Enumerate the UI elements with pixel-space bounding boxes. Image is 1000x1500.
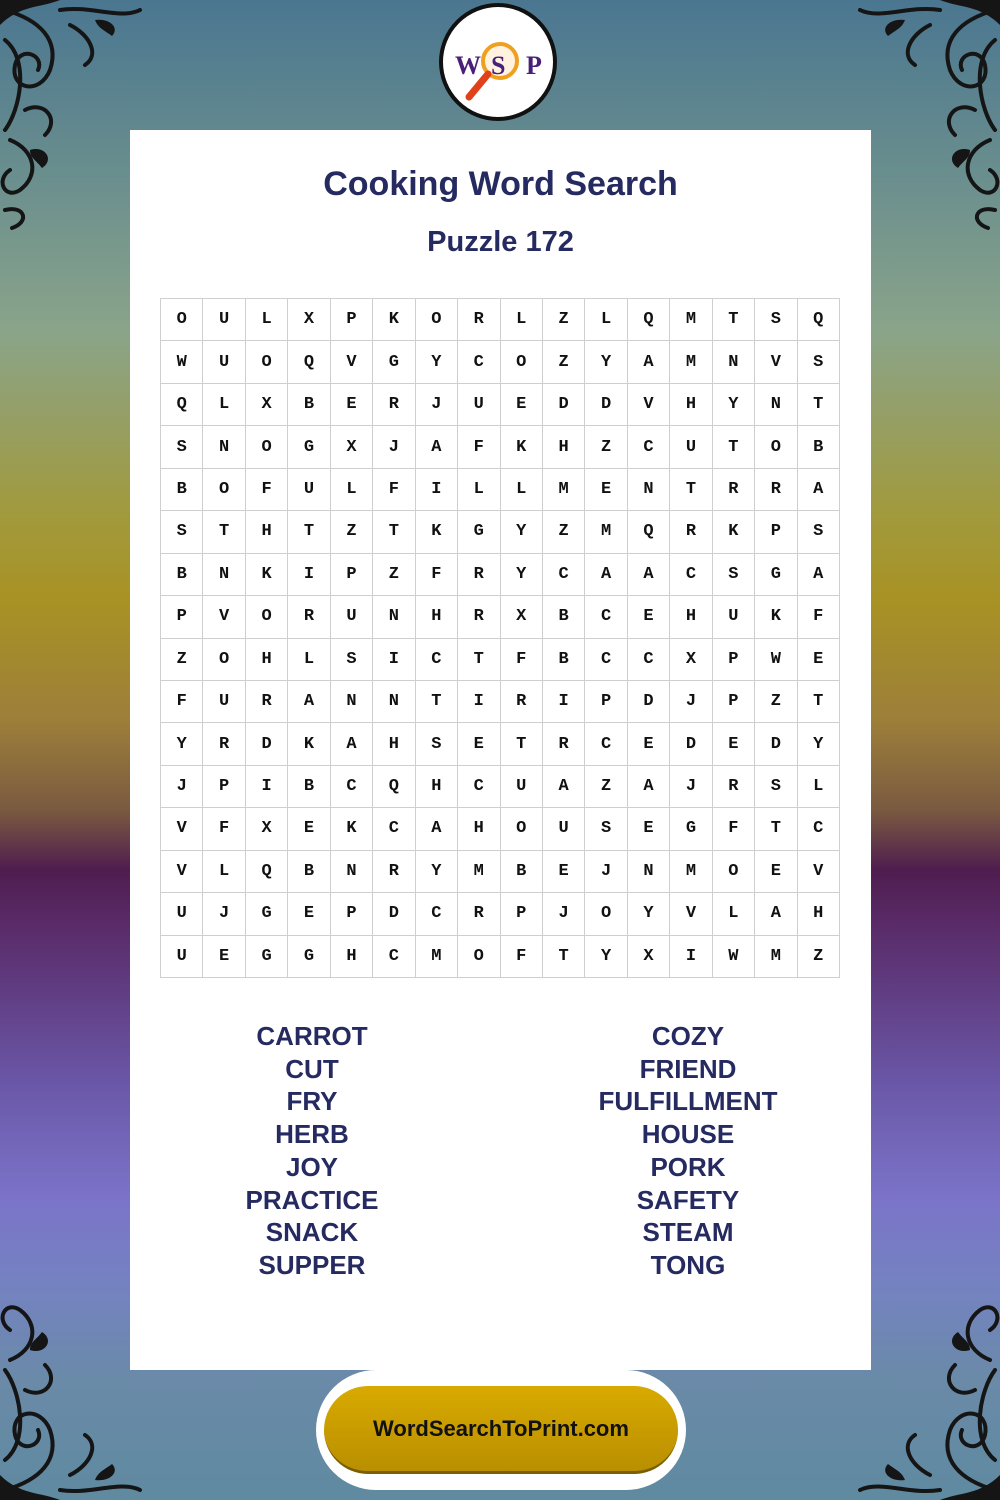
grid-cell[interactable]: U	[501, 766, 543, 808]
grid-cell[interactable]: T	[458, 639, 500, 681]
grid-cell[interactable]: C	[628, 426, 670, 468]
grid-cell[interactable]: P	[161, 596, 203, 638]
grid-cell[interactable]: S	[798, 341, 840, 383]
grid-cell[interactable]: J	[203, 893, 245, 935]
grid-cell[interactable]: F	[416, 554, 458, 596]
grid-cell[interactable]: E	[585, 469, 627, 511]
grid-cell[interactable]: L	[203, 384, 245, 426]
grid-cell[interactable]: G	[246, 893, 288, 935]
grid-cell[interactable]: M	[755, 936, 797, 978]
grid-cell[interactable]: M	[670, 341, 712, 383]
grid-cell[interactable]: C	[331, 766, 373, 808]
grid-cell[interactable]: H	[246, 511, 288, 553]
grid-cell[interactable]: C	[543, 554, 585, 596]
grid-cell[interactable]: H	[331, 936, 373, 978]
grid-cell[interactable]: U	[203, 299, 245, 341]
word-search-grid[interactable]	[160, 298, 840, 978]
grid-cell[interactable]: N	[373, 681, 415, 723]
word-list-item: FRY	[286, 1086, 338, 1117]
word-list-item: COZY	[651, 1021, 725, 1051]
grid-cell[interactable]: C	[585, 596, 627, 638]
grid-cell[interactable]: G	[670, 808, 712, 850]
grid-cell[interactable]: U	[203, 681, 245, 723]
grid-cell[interactable]: R	[713, 766, 755, 808]
grid-cell[interactable]: E	[713, 723, 755, 765]
grid-cell[interactable]: H	[543, 426, 585, 468]
grid-cell[interactable]: N	[713, 341, 755, 383]
grid-cell[interactable]: T	[416, 681, 458, 723]
grid-cell[interactable]: A	[628, 766, 670, 808]
grid-cell[interactable]: H	[670, 596, 712, 638]
grid-cell[interactable]: N	[628, 469, 670, 511]
grid-cell[interactable]: K	[416, 511, 458, 553]
grid-cell[interactable]: M	[416, 936, 458, 978]
grid-cell[interactable]: Y	[713, 384, 755, 426]
grid-cell[interactable]: X	[501, 596, 543, 638]
grid-cell[interactable]: U	[458, 384, 500, 426]
grid-cell[interactable]: Z	[161, 639, 203, 681]
grid-cell[interactable]: L	[331, 469, 373, 511]
grid-cell[interactable]: U	[543, 808, 585, 850]
grid-cell[interactable]: F	[501, 639, 543, 681]
grid-cell[interactable]: I	[288, 554, 330, 596]
grid-cell[interactable]: T	[203, 511, 245, 553]
grid-cell[interactable]: R	[373, 851, 415, 893]
grid-cell[interactable]: Y	[501, 511, 543, 553]
grid-cell[interactable]: V	[331, 341, 373, 383]
grid-cell[interactable]: D	[246, 723, 288, 765]
grid-cell[interactable]: X	[246, 808, 288, 850]
grid-cell[interactable]: R	[246, 681, 288, 723]
grid-cell[interactable]: T	[670, 469, 712, 511]
grid-cell[interactable]: G	[246, 936, 288, 978]
grid-cell[interactable]: C	[670, 554, 712, 596]
grid-cell[interactable]: Y	[798, 723, 840, 765]
site-link-label: WordSearchToPrint.com	[324, 1386, 678, 1474]
grid-cell[interactable]: P	[501, 893, 543, 935]
grid-cell[interactable]: T	[713, 426, 755, 468]
grid-cell[interactable]: V	[798, 851, 840, 893]
grid-cell[interactable]: O	[416, 299, 458, 341]
grid-cell[interactable]: A	[543, 766, 585, 808]
grid-cell[interactable]: A	[628, 341, 670, 383]
grid-cell[interactable]: Q	[628, 299, 670, 341]
grid-cell[interactable]: B	[288, 766, 330, 808]
grid-cell[interactable]: M	[585, 511, 627, 553]
grid-cell[interactable]: A	[798, 554, 840, 596]
grid-cell[interactable]: Q	[798, 299, 840, 341]
grid-cell[interactable]: F	[246, 469, 288, 511]
grid-cell[interactable]: E	[543, 851, 585, 893]
word-list-item: FRIEND	[639, 1053, 737, 1084]
puzzle-number: Puzzle 172	[427, 226, 574, 258]
grid-cell[interactable]: R	[458, 893, 500, 935]
grid-cell[interactable]: T	[288, 511, 330, 553]
grid-cell[interactable]: K	[713, 511, 755, 553]
grid-cell[interactable]: E	[331, 384, 373, 426]
word-list-item: SUPPER	[258, 1249, 366, 1280]
grid-cell[interactable]: E	[458, 723, 500, 765]
wsp-logo[interactable]	[439, 3, 557, 121]
grid-cell[interactable]: F	[501, 936, 543, 978]
grid-cell[interactable]: I	[543, 681, 585, 723]
grid-cell[interactable]: H	[416, 596, 458, 638]
grid-cell[interactable]: P	[755, 511, 797, 553]
word-list-item: CARROT	[256, 1021, 368, 1051]
grid-cell[interactable]: E	[501, 384, 543, 426]
grid-cell[interactable]: M	[670, 851, 712, 893]
word-list-item: CUT	[285, 1053, 339, 1084]
grid-cell[interactable]: U	[203, 341, 245, 383]
grid-cell[interactable]: D	[373, 893, 415, 935]
grid-cell[interactable]: E	[628, 596, 670, 638]
grid-cell[interactable]: P	[331, 893, 373, 935]
grid-cell[interactable]: A	[755, 893, 797, 935]
grid-cell[interactable]: H	[373, 723, 415, 765]
grid-cell[interactable]: N	[373, 596, 415, 638]
grid-cell[interactable]: Q	[288, 341, 330, 383]
grid-cell[interactable]: E	[288, 808, 330, 850]
grid-cell[interactable]: O	[585, 893, 627, 935]
grid-cell[interactable]: C	[458, 766, 500, 808]
grid-cell[interactable]: Z	[798, 936, 840, 978]
grid-cell[interactable]: A	[416, 808, 458, 850]
grid-cell[interactable]: V	[203, 596, 245, 638]
grid-cell[interactable]: P	[203, 766, 245, 808]
grid-cell[interactable]: R	[670, 511, 712, 553]
grid-cell[interactable]: B	[543, 639, 585, 681]
grid-cell[interactable]: B	[501, 851, 543, 893]
grid-cell[interactable]: X	[331, 426, 373, 468]
word-list-item: PRACTICE	[245, 1184, 379, 1215]
word-list-item: SAFETY	[636, 1184, 740, 1215]
grid-cell[interactable]: F	[161, 681, 203, 723]
grid-cell[interactable]: N	[331, 851, 373, 893]
grid-cell[interactable]: P	[713, 639, 755, 681]
logo-letter-w: W	[455, 51, 481, 80]
grid-cell[interactable]: J	[585, 851, 627, 893]
grid-cell[interactable]: F	[203, 808, 245, 850]
grid-cell[interactable]: Z	[543, 341, 585, 383]
grid-cell[interactable]: H	[458, 808, 500, 850]
grid-cell[interactable]: O	[161, 299, 203, 341]
grid-cell[interactable]: M	[670, 299, 712, 341]
grid-cell[interactable]: Q	[246, 851, 288, 893]
grid-cell[interactable]: G	[755, 554, 797, 596]
grid-cell[interactable]: J	[543, 893, 585, 935]
grid-cell[interactable]: E	[288, 893, 330, 935]
grid-cell[interactable]: X	[246, 384, 288, 426]
grid-cell[interactable]: L	[246, 299, 288, 341]
corner-ornament-top-right	[850, 0, 1000, 230]
grid-cell[interactable]: R	[755, 469, 797, 511]
grid-cell[interactable]: Q	[373, 766, 415, 808]
word-list-item: PORK	[650, 1151, 726, 1182]
grid-cell[interactable]: R	[458, 299, 500, 341]
grid-cell[interactable]: A	[585, 554, 627, 596]
grid-cell[interactable]: Z	[373, 554, 415, 596]
grid-cell[interactable]: O	[203, 639, 245, 681]
grid-cell[interactable]: P	[713, 681, 755, 723]
grid-cell[interactable]: A	[628, 554, 670, 596]
grid-cell[interactable]: L	[501, 469, 543, 511]
grid-cell[interactable]: P	[331, 554, 373, 596]
corner-ornament-bottom-left	[0, 1270, 150, 1500]
grid-cell[interactable]: W	[161, 341, 203, 383]
grid-cell[interactable]: S	[798, 511, 840, 553]
grid-cell[interactable]: U	[670, 426, 712, 468]
grid-cell[interactable]: L	[798, 766, 840, 808]
grid-cell[interactable]: T	[373, 511, 415, 553]
word-list-right	[538, 1020, 838, 1282]
grid-cell[interactable]: Y	[585, 936, 627, 978]
grid-cell[interactable]: X	[628, 936, 670, 978]
grid-cell[interactable]: O	[458, 936, 500, 978]
grid-cell[interactable]: B	[543, 596, 585, 638]
grid-cell[interactable]: T	[501, 723, 543, 765]
grid-cell[interactable]: S	[331, 639, 373, 681]
grid-cell[interactable]: C	[416, 893, 458, 935]
grid-cell[interactable]: D	[755, 723, 797, 765]
grid-cell[interactable]: S	[585, 808, 627, 850]
grid-cell[interactable]: V	[755, 341, 797, 383]
grid-cell[interactable]: K	[331, 808, 373, 850]
grid-cell[interactable]: I	[416, 469, 458, 511]
grid-cell[interactable]: Z	[331, 511, 373, 553]
grid-cell[interactable]: H	[798, 893, 840, 935]
grid-cell[interactable]: G	[373, 341, 415, 383]
grid-cell[interactable]: Z	[755, 681, 797, 723]
grid-cell[interactable]: S	[416, 723, 458, 765]
grid-cell[interactable]: O	[246, 426, 288, 468]
grid-cell[interactable]: G	[458, 511, 500, 553]
grid-cell[interactable]: L	[288, 639, 330, 681]
grid-cell[interactable]: A	[288, 681, 330, 723]
grid-cell[interactable]: B	[798, 426, 840, 468]
grid-cell[interactable]: U	[288, 469, 330, 511]
grid-cell[interactable]: A	[798, 469, 840, 511]
word-list-item: HERB	[275, 1119, 349, 1150]
grid-cell[interactable]: C	[416, 639, 458, 681]
grid-cell[interactable]: Y	[628, 893, 670, 935]
grid-cell[interactable]: R	[288, 596, 330, 638]
grid-cell[interactable]: C	[373, 808, 415, 850]
grid-cell[interactable]: Y	[501, 554, 543, 596]
corner-ornament-bottom-right	[850, 1270, 1000, 1500]
grid-cell[interactable]: F	[713, 808, 755, 850]
grid-cell[interactable]: E	[755, 851, 797, 893]
grid-cell[interactable]: M	[458, 851, 500, 893]
grid-cell[interactable]: P	[331, 299, 373, 341]
grid-cell[interactable]: E	[798, 639, 840, 681]
grid-cell[interactable]: V	[161, 851, 203, 893]
grid-cell[interactable]: R	[373, 384, 415, 426]
grid-cell[interactable]: Z	[585, 766, 627, 808]
grid-cell[interactable]: D	[670, 723, 712, 765]
grid-cell[interactable]: V	[628, 384, 670, 426]
grid-cell[interactable]: S	[713, 554, 755, 596]
grid-cell[interactable]: L	[458, 469, 500, 511]
grid-cell[interactable]: N	[203, 426, 245, 468]
grid-cell[interactable]: C	[458, 341, 500, 383]
grid-cell[interactable]: R	[543, 723, 585, 765]
grid-cell[interactable]: B	[161, 554, 203, 596]
grid-cell[interactable]: K	[501, 426, 543, 468]
grid-cell[interactable]: H	[670, 384, 712, 426]
grid-cell[interactable]: O	[246, 341, 288, 383]
logo-letter-p: P	[526, 51, 542, 80]
grid-cell[interactable]: J	[670, 766, 712, 808]
grid-cell[interactable]: U	[331, 596, 373, 638]
grid-cell[interactable]: P	[585, 681, 627, 723]
grid-cell[interactable]: A	[416, 426, 458, 468]
grid-cell[interactable]: D	[585, 384, 627, 426]
grid-cell[interactable]: R	[713, 469, 755, 511]
grid-cell[interactable]: S	[161, 511, 203, 553]
grid-cell[interactable]: T	[543, 936, 585, 978]
grid-cell[interactable]: Z	[585, 426, 627, 468]
grid-cell[interactable]: E	[628, 808, 670, 850]
grid-cell[interactable]: O	[713, 851, 755, 893]
grid-cell[interactable]: N	[203, 554, 245, 596]
grid-cell[interactable]: L	[585, 299, 627, 341]
grid-cell[interactable]: S	[755, 766, 797, 808]
grid-cell[interactable]: V	[670, 893, 712, 935]
grid-cell[interactable]: A	[331, 723, 373, 765]
grid-cell[interactable]: H	[246, 639, 288, 681]
grid-cell[interactable]: G	[288, 426, 330, 468]
grid-cell[interactable]: V	[161, 808, 203, 850]
grid-cell[interactable]: F	[798, 596, 840, 638]
grid-cell[interactable]: G	[288, 936, 330, 978]
grid-cell[interactable]: K	[373, 299, 415, 341]
word-list-item: TONG	[650, 1249, 726, 1280]
grid-cell[interactable]: T	[713, 299, 755, 341]
grid-cell[interactable]: T	[798, 384, 840, 426]
grid-cell[interactable]: O	[203, 469, 245, 511]
grid-cell[interactable]: B	[161, 469, 203, 511]
grid-cell[interactable]: K	[755, 596, 797, 638]
grid-cell[interactable]: C	[628, 639, 670, 681]
word-list-left	[162, 1020, 462, 1282]
grid-cell[interactable]: D	[628, 681, 670, 723]
grid-cell[interactable]: Y	[416, 341, 458, 383]
grid-cell[interactable]: H	[416, 766, 458, 808]
grid-cell[interactable]: O	[501, 808, 543, 850]
word-list-item: FULFILLMENT	[598, 1086, 778, 1117]
grid-cell[interactable]: I	[373, 639, 415, 681]
grid-cell[interactable]: R	[458, 554, 500, 596]
grid-cell[interactable]: K	[246, 554, 288, 596]
grid-cell[interactable]: X	[670, 639, 712, 681]
grid-cell[interactable]: Q	[628, 511, 670, 553]
word-list-item: SNACK	[265, 1217, 359, 1248]
grid-cell[interactable]: R	[458, 596, 500, 638]
grid-cell[interactable]: U	[161, 936, 203, 978]
grid-cell[interactable]: Q	[161, 384, 203, 426]
grid-cell[interactable]: T	[798, 681, 840, 723]
grid-cell[interactable]: R	[501, 681, 543, 723]
grid-cell[interactable]: F	[373, 469, 415, 511]
grid-cell[interactable]: T	[755, 808, 797, 850]
page-title: Cooking Word Search	[323, 165, 678, 203]
grid-cell[interactable]: K	[288, 723, 330, 765]
grid-cell[interactable]: B	[288, 384, 330, 426]
grid-cell[interactable]: W	[755, 639, 797, 681]
word-list-item: HOUSE	[641, 1119, 735, 1150]
grid-cell[interactable]: U	[161, 893, 203, 935]
grid-cell[interactable]: Y	[416, 851, 458, 893]
grid-cell[interactable]: S	[161, 426, 203, 468]
grid-cell[interactable]: Y	[161, 723, 203, 765]
grid-cell[interactable]: E	[628, 723, 670, 765]
grid-cell[interactable]: O	[501, 341, 543, 383]
grid-cell[interactable]: L	[203, 851, 245, 893]
grid-cell[interactable]: N	[628, 851, 670, 893]
grid-cell[interactable]: O	[755, 426, 797, 468]
grid-cell[interactable]: Z	[543, 511, 585, 553]
grid-cell[interactable]: L	[713, 893, 755, 935]
grid-cell[interactable]: J	[373, 426, 415, 468]
word-list-item: JOY	[285, 1151, 339, 1182]
grid-cell[interactable]: S	[755, 299, 797, 341]
grid-cell[interactable]: J	[161, 766, 203, 808]
grid-cell[interactable]: O	[246, 596, 288, 638]
grid-cell[interactable]: F	[458, 426, 500, 468]
grid-cell[interactable]: N	[331, 681, 373, 723]
grid-cell[interactable]: X	[288, 299, 330, 341]
grid-cell[interactable]: Z	[543, 299, 585, 341]
grid-cell[interactable]: U	[713, 596, 755, 638]
grid-cell[interactable]: E	[203, 936, 245, 978]
grid-cell[interactable]: I	[670, 936, 712, 978]
grid-cell[interactable]: J	[670, 681, 712, 723]
grid-cell[interactable]: Y	[585, 341, 627, 383]
grid-cell[interactable]: J	[416, 384, 458, 426]
grid-cell[interactable]: C	[373, 936, 415, 978]
grid-cell[interactable]: D	[543, 384, 585, 426]
site-link-button[interactable]	[316, 1370, 686, 1490]
grid-cell[interactable]: N	[755, 384, 797, 426]
grid-cell[interactable]: L	[501, 299, 543, 341]
grid-cell[interactable]: C	[585, 639, 627, 681]
grid-cell[interactable]: W	[713, 936, 755, 978]
grid-cell[interactable]: C	[798, 808, 840, 850]
grid-cell[interactable]: C	[585, 723, 627, 765]
grid-cell[interactable]: R	[203, 723, 245, 765]
corner-ornament-top-left	[0, 0, 150, 230]
logo-letter-s: S	[491, 51, 506, 80]
word-list-item: STEAM	[642, 1217, 734, 1248]
grid-cell[interactable]: M	[543, 469, 585, 511]
grid-cell[interactable]: I	[458, 681, 500, 723]
grid-cell[interactable]: I	[246, 766, 288, 808]
grid-cell[interactable]: B	[288, 851, 330, 893]
